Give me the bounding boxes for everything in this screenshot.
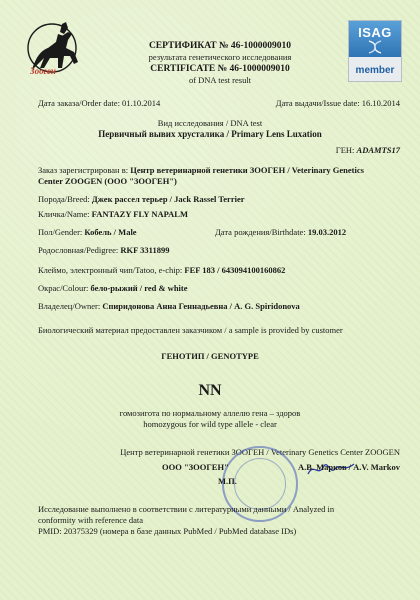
colour-label: Окрас/Colour:	[38, 283, 89, 293]
pedigree-row	[38, 245, 169, 256]
dna-icon	[367, 39, 383, 55]
registered-value-line1: Центр ветеринарной генетики ЗООГЕН / Veterinary Genetics	[130, 165, 364, 175]
name-row	[38, 209, 188, 220]
birthdate-label: Дата рождения/Birthdate:	[215, 227, 306, 237]
breed-row	[38, 194, 245, 205]
registered-row	[38, 165, 364, 176]
registered-value-line2: Center ZOOGEN (ООО "ЗООГЕН")	[38, 176, 177, 186]
owner-row	[38, 301, 300, 312]
signatory-name: А.В. Марков / A.V. Markov	[297, 462, 400, 472]
pedigree-value: RKF 3311899	[120, 245, 170, 255]
signatory-center: Центр ветеринарной генетики ЗООГЕН / Veterinary Genetics Center ZOOGEN	[120, 447, 400, 457]
birthdate-value: 19.03.2012	[307, 227, 347, 237]
colour-row	[38, 283, 188, 294]
tattoo-row	[38, 265, 285, 276]
gender-row	[38, 227, 137, 238]
isag-logo-text: ISAG	[358, 25, 392, 40]
horse-rider-logo-icon	[22, 14, 92, 88]
order-date: Дата заказа/Order date: 01.10.2014	[38, 98, 161, 108]
genotype-value: NN	[198, 382, 222, 399]
breed-label: Порода/Breed:	[38, 194, 90, 204]
title-en: CERTIFICATE № 46-1000009010	[150, 64, 290, 74]
pedigree-label: Родословная/Pedigree:	[38, 245, 119, 255]
footer-line2: conformity with reference data	[38, 515, 144, 525]
seal-mark: М.П.	[218, 476, 237, 486]
gender-label: Пол/Gender:	[38, 227, 83, 237]
breed-value: Джек рассел терьер / Jack Rassel Terrier	[91, 194, 245, 204]
official-stamp-inner-ring	[234, 458, 286, 510]
issue-date: Дата выдачи/Issue date: 16.10.2014	[275, 98, 400, 108]
owner-value: Спиридонова Анна Геннадьевна / A. G. Spiridonova	[102, 301, 300, 311]
gene-label: ГЕН:	[335, 145, 355, 155]
name-label: Кличка/Name:	[38, 209, 90, 219]
subtitle-en: of DNA test result	[188, 75, 252, 85]
birthdate-row	[215, 227, 346, 238]
isag-member-label: member	[355, 65, 395, 76]
isag-member-logo	[348, 20, 402, 82]
dna-test-type: Вид исследования / DNA test	[157, 118, 263, 128]
genotype-label: ГЕНОТИП / GENOTYPE	[161, 351, 259, 361]
tattoo-value: FEF 183 / 643094100160862	[184, 265, 286, 275]
certificate-header	[100, 40, 340, 86]
title-ru: СЕРТИФИКАТ № 46-1000009010	[148, 41, 292, 51]
colour-value: бело-рыжий / red & white	[90, 283, 188, 293]
footer-line3: PMID: 20375329 (номера в базе данных PubMed / PubMed database IDs)	[38, 526, 297, 536]
registered-label: Заказ зарегистрирован в:	[38, 165, 129, 175]
gene-value: ADAMTS17	[356, 145, 400, 155]
subtitle-ru: результата генетического исследования	[148, 52, 292, 62]
gene-row	[336, 145, 400, 156]
logo-text: Зоoген	[30, 66, 56, 76]
tattoo-label: Клеймо, электронный чип/Tatoo, e-chip:	[38, 265, 183, 275]
genotype-desc-en: homozygous for wild type allele - clear	[143, 419, 277, 429]
genotype-desc-ru: гомозигота по нормальному аллелю гена – здоров	[119, 408, 301, 418]
signatory-org: ООО "ЗООГЕН"	[162, 462, 229, 472]
name-value: FANTAZY FLY NAPALM	[91, 209, 188, 219]
footer-line1: Исследование выполнено в соответствии с литературными данными / Analyzed in	[38, 504, 335, 514]
dna-test-name: Первичный вывих хрусталика / Primary Lens Luxation	[98, 129, 322, 139]
owner-label: Владелец/Owner:	[38, 301, 101, 311]
material-statement: Биологический материал предоставлен заказчиком / a sample is provided by customer	[38, 325, 343, 335]
gender-value: Кобель / Male	[84, 227, 137, 237]
